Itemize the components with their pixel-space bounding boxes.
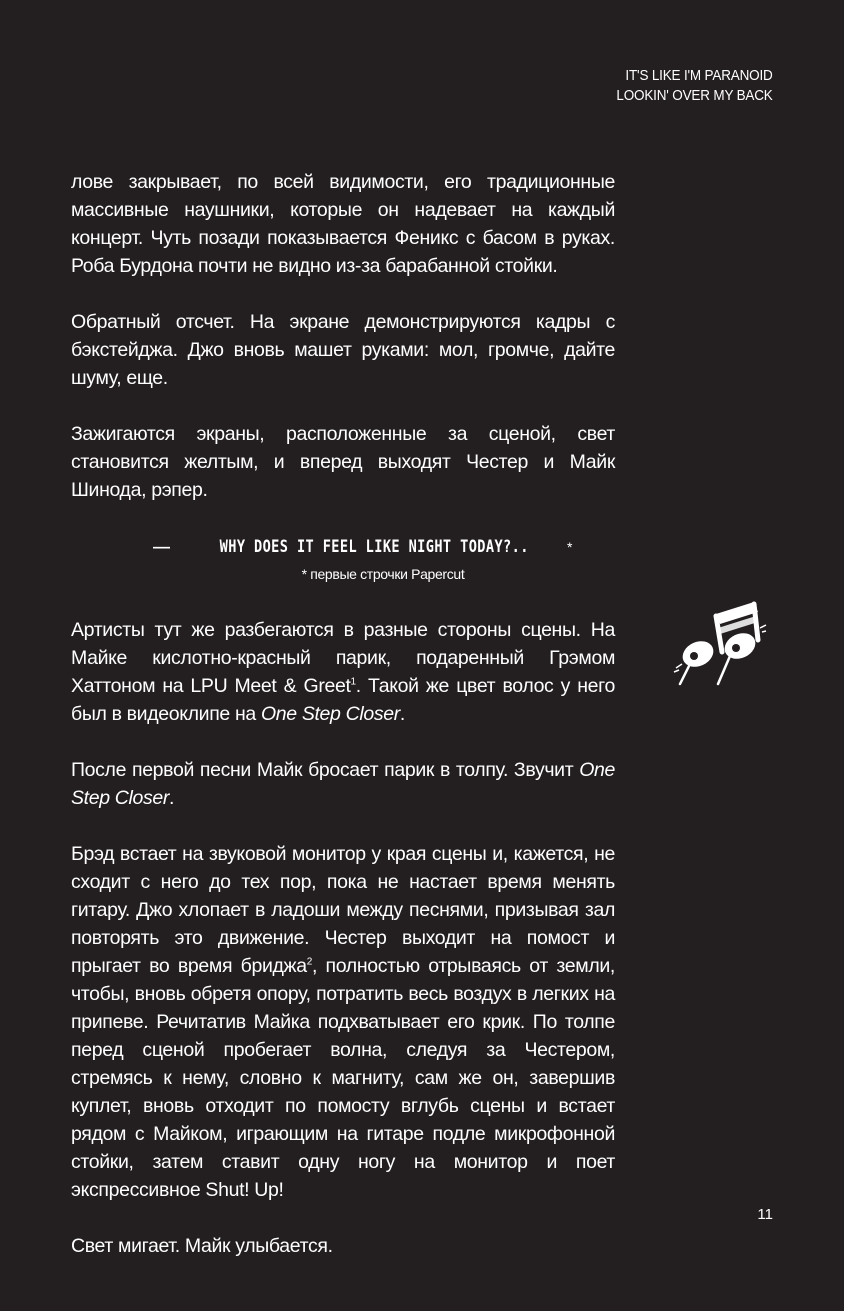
- footnote-ref-1: 1: [350, 676, 356, 688]
- paragraph-7: Свет мигает. Майк улыбается.: [71, 1235, 333, 1257]
- body-text: [71, 168, 615, 1260]
- epigraph-footnote: * первые строчки Papercut: [301, 566, 465, 582]
- song-title: One Step Closer: [71, 759, 615, 809]
- running-head-line-2: LOOKIN' OVER MY BACK: [616, 87, 773, 104]
- paragraph-1: лове закрывает, по всей видимости, его традиционные массивные наушники, которые он надевает на каждый концерт. Чуть позади показывается Феникс с басом в руках. Роба Бурдона почти не видно из-за барабанной стойки.: [71, 171, 615, 277]
- running-head-line-1: IT'S LIKE I'M PARANOID: [625, 67, 773, 84]
- paragraph-5-text-b: .: [169, 787, 175, 809]
- paragraph-4-text-b: . Такой же цвет волос у него был в видеоклипе на: [71, 675, 615, 725]
- paragraph-5: [71, 756, 615, 812]
- paragraph-6: [71, 840, 615, 1204]
- paragraph-3: Зажигаются экраны, расположенные за сценой, свет становится желтым, и вперед выходят Честер и Майк Шинода, рэпер.: [71, 423, 615, 501]
- paragraph-2: Обратный отсчет. На экране демонстрируются кадры с бэкстейджа. Джо вновь машет руками: мол, громче, дайте шуму, еще.: [71, 311, 615, 389]
- epigraph-footnote-mark: *: [567, 539, 573, 555]
- paragraph-4-text-c: .: [399, 703, 405, 725]
- epigraph-line: [71, 532, 615, 562]
- paragraph-6-text-a: Брэд встает на звуковой монитор у края сцены и, кажется, не сходит с него до тех пор, пока не настает время менять гитару. Джо хлопает в ладоши между песнями, призывая зал повторять это движение. Честер выходит на помост и прыгает во время бриджа: [71, 843, 615, 977]
- paragraph-4-text-a: Артисты тут же разбегаются в разные стороны сцены. На Майке кислотно-красный парик, подаренный Грэмом Хаттоном на LPU Meet & Greet: [71, 619, 615, 697]
- paragraph-4: [71, 616, 615, 728]
- epigraph: [71, 532, 615, 586]
- page-number: 11: [757, 1206, 773, 1223]
- footnote-ref-2: 2: [306, 956, 312, 968]
- paragraph-5-text-a: После первой песни Майк бросает парик в толпу. Звучит: [71, 759, 580, 781]
- song-title: One Step Closer: [260, 703, 400, 725]
- running-head: [617, 66, 773, 106]
- paragraph-6-text-b: , полностью отрываясь от земли, чтобы, вновь обретя опору, потратить весь воздух в легких на припеве. Речитатив Майка подхватывает его крик. По толпе перед сценой пробегает волна, следуя за Честером, стремясь к нему, словно к магниту, сам же он, завершив куплет, вновь отходит по помосту вглубь сцены и встает рядом с Майком, играющим на гитаре подле микрофонной стойки, затем ставит одну ногу на монитор и поет экспрессивное Shut! Up!: [71, 955, 615, 1201]
- epigraph-dash: —: [153, 537, 171, 556]
- music-note-earphones-icon: [672, 598, 768, 688]
- epigraph-quote: WHY DOES IT FEEL LIKE NIGHT TODAY?..: [219, 537, 529, 557]
